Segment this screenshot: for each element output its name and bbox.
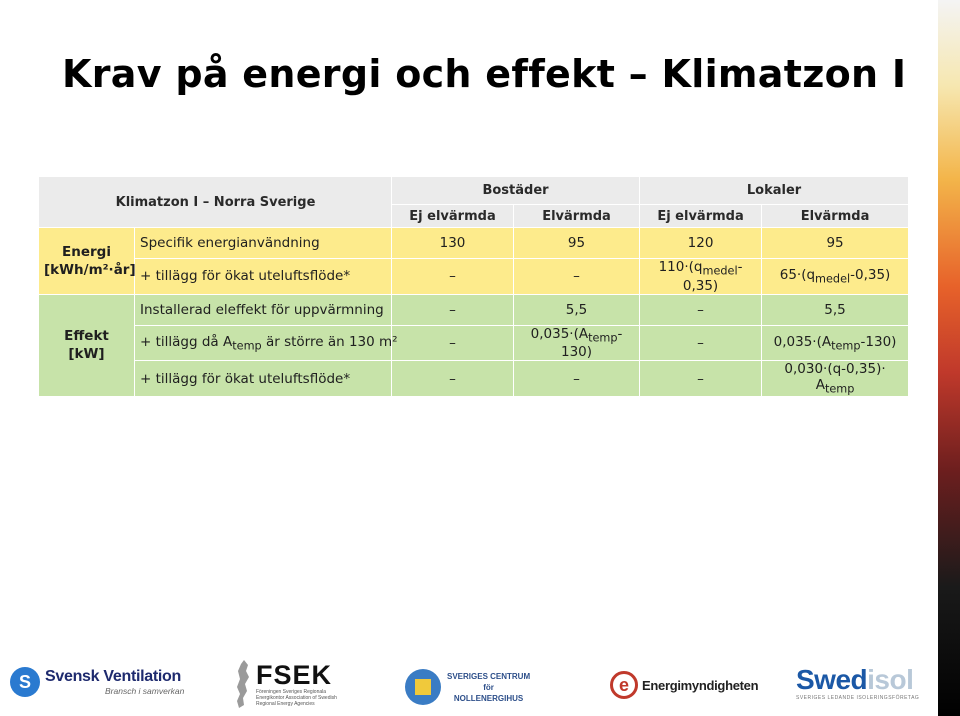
sveriges-centrum-logo <box>405 669 530 705</box>
svensk-ventilation-logo <box>10 667 184 697</box>
cell-value: – <box>392 325 514 361</box>
svensk-ventilation-name: Svensk Ventilation <box>45 668 181 685</box>
slide-title: Krav på energi och effekt – Klimatzon I <box>62 52 907 96</box>
row-label: Installerad eleffekt för uppvärmning <box>135 294 392 325</box>
cell-formula: $110\cdot(q_{medel}-0,35)$ <box>640 259 762 295</box>
cell-value: 120 <box>640 228 762 259</box>
cell-formula: $0,030\cdot(q-0,35)\cdot A_{temp}$ <box>762 361 909 397</box>
fsek-logo <box>232 659 346 709</box>
logo-bar <box>0 655 938 716</box>
fsek-tagline: Föreningen Sveriges Regionala Energikontor Association of Swedish Regional Energy Agencies <box>256 689 337 707</box>
cell-value: 5,5 <box>514 294 640 325</box>
cell-value: – <box>514 361 640 397</box>
effekt-unit: [kW] <box>68 346 105 363</box>
cell-value: 130 <box>392 228 514 259</box>
requirements-table <box>38 176 909 397</box>
row-label: + tillägg för ökat uteluftsflöde* <box>135 361 392 397</box>
swedisol-tagline: SVERIGES LEDANDE ISOLERINGSFÖRETAG <box>796 695 920 701</box>
table-header-row <box>39 177 909 205</box>
row-label: + tillägg för ökat uteluftsflöde* <box>135 259 392 295</box>
cell-value: – <box>640 325 762 361</box>
cell-formula: $0,035\cdot(A_{temp}-130)$ <box>762 325 909 361</box>
cell-value: 5,5 <box>762 294 909 325</box>
effekt-group-label <box>39 294 135 396</box>
effekt-row-tillagg <box>39 361 909 397</box>
group-header-lokaler: Lokaler <box>640 177 909 205</box>
energi-row-specifik <box>39 228 909 259</box>
edge-gradient-strip <box>938 0 960 716</box>
cell-value: 95 <box>762 228 909 259</box>
subheader-lokaler-elvarmda: Elvärmda <box>762 205 909 228</box>
energimyndigheten-name: Energimyndigheten <box>642 677 759 693</box>
effekt-label: Effekt <box>64 328 109 345</box>
row-label: Specifik energianvändning <box>135 228 392 259</box>
energi-row-tillagg <box>39 259 909 295</box>
fsek-name: FSEK <box>256 660 333 690</box>
subheader-lokaler-ej-elvarmda: Ej elvärmda <box>640 205 762 228</box>
zone-title: Klimatzon I – Norra Sverige <box>39 177 392 228</box>
cell-value: – <box>392 294 514 325</box>
cell-value: 95 <box>514 228 640 259</box>
cell-value: – <box>392 259 514 295</box>
subheader-bostader-ej-elvarmda: Ej elvärmda <box>392 205 514 228</box>
sweden-map-icon <box>232 659 252 709</box>
energi-unit: [kWh/m²·år] <box>44 261 136 278</box>
house-icon <box>405 669 441 705</box>
effekt-row-installerad <box>39 294 909 325</box>
row-label: + tillägg då $A_{temp}$ är större än 130 m² <box>135 325 392 361</box>
svensk-ventilation-icon: S <box>10 667 40 697</box>
effekt-row-atemp <box>39 325 909 361</box>
svensk-ventilation-tagline: Bransch i samverkan <box>105 686 185 696</box>
cell-value: – <box>640 294 762 325</box>
cell-value: – <box>514 259 640 295</box>
group-header-bostader: Bostäder <box>392 177 640 205</box>
swedisol-logo <box>796 665 919 701</box>
energimyndigheten-icon: e <box>610 671 638 699</box>
swedisol-name: Swedisol <box>796 664 914 695</box>
scn-line3: NOLLENERGIHUS <box>453 693 524 703</box>
cell-formula: $65\cdot(q_{medel}-0,35)$ <box>762 259 909 295</box>
subheader-bostader-elvarmda: Elvärmda <box>514 205 640 228</box>
scn-line1: SVERIGES CENTRUM <box>447 671 531 681</box>
energimyndigheten-logo <box>610 671 758 699</box>
cell-value: – <box>640 361 762 397</box>
cell-value: – <box>392 361 514 397</box>
cell-formula: $0,035\cdot(A_{temp}-130)$ <box>514 325 640 361</box>
scn-line2: för <box>483 682 494 692</box>
energi-group-label <box>39 228 135 295</box>
energi-label: Energi <box>62 243 111 260</box>
